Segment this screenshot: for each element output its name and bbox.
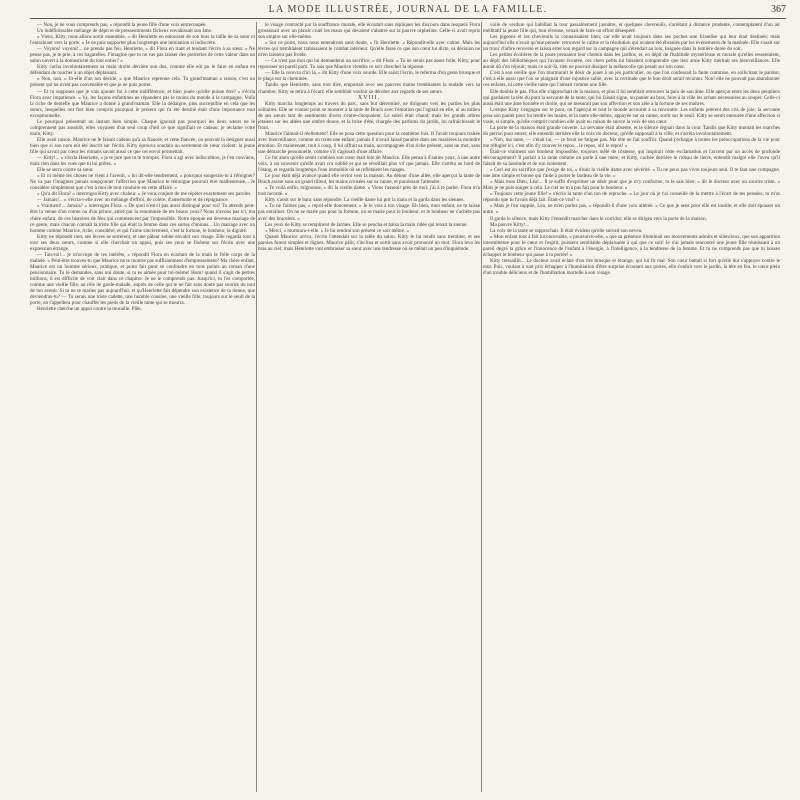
- page-number: 367: [771, 4, 786, 15]
- paragraph: « Et ni même les choses ne vient à l'avenir, » lui dit-elle tendrement, « pourquoi songerais-tu à t'éloigner? Ne va pas t'imaginer jamais soupçonner l'affection que Maurice te témoigne pourrait être malheureuse... Je considère simplement que c'est à moi de tout conduire en cette affaire. »: [30, 173, 255, 192]
- header-rule: [30, 18, 786, 19]
- paragraph: — Kitty!... » s'écria Henriette, « je te jure que tu te trompes. Flora a agi avec indiscrétion, je t'en conviens, mais rien dans les vues que tu lui prêtes. »: [30, 155, 255, 168]
- paragraph: « Ceci est un sacrifice que j'exige de toi, » disait la vieille dame avec sévérité. « Tu ne peux pas vivre toujours seul. Il te faut une compagne, une âme simple et bonne qui t'aide à porter le fardeau de la vie. »: [483, 167, 780, 180]
- paragraph: Quand Maurice arriva, l'écrin l'attendait sur la table du salon. Kitty le lui tendit sans trembler, et ses paroles furent simples et dignes. Maurice pâlit, s'inclina et sortit sans avoir prononcé un mot. Flora leva les bras au ciel; mais Henriette vint embrasser sa sœur avec une tendresse où se mêlait un peu d'inquiétude.: [258, 233, 480, 252]
- paragraph: Kitty tressaillit... Le docteur avait éclaté d'un rire brusque et étrange, qui lui fit mal. Son cœur battait si fort qu'elle dut s'appuyer contre le mur. Puis, voulant à tout prix échapper à l'humiliation d'être surprise écoutant aux portes, elle s'enfuit vers le jardin, la tête en feu, le cœur plein d'un trouble délicieux et de l'humiliation mortelle à son visage.: [483, 257, 780, 276]
- paragraph: Kitty ne répondit rien; ses lèvres se serrèrent, et une pâleur subite envahit son visage. Elle regarda tour à tour ses deux sœurs, comme si elle cherchait un appui, puis ses yeux se fixèrent sur l'écrin avec une expression étrange.: [30, 233, 255, 252]
- paragraph: — Et tu supposes que je vais ajouter foi à cette indifférence, et bien jouée qu'elle puisse être? » s'écria Flora avec impatience. « Va, les façons enfantines ne répandent pas le moins du monde à la campagne. Voilà la riche de dentelle que Maurice a donné à grand'maman. Elle la dédaigne, plus succeptible en cela que les sœurs, lesquelles ont fort bien compris pourquoi le présent qui t'a été destiné était d'une importance tout exceptionnelle.: [30, 88, 255, 119]
- paragraph: Maurice l'aimait-il réellement? Elle se posa cette question pour la centième fois. Il l'avait toujours traitée avec bienveillance, comme on traite une enfant; jamais il n'avait laissé paraître dans ses manières la moindre émotion. Et maintenant, tout à coup, il lui offrait sa main, accompagnée d'un riche présent, sans un mot, sans une démarche personnelle, comme s'il s'agissait d'une affaire.: [258, 130, 480, 155]
- journal-title: LA MODE ILLUSTRÉE, JOURNAL DE LA FAMILLE.: [268, 4, 548, 15]
- paragraph: — Elle la recevra d'ici là, » dit Kitty d'une voix sourde. Elle saisit l'écrin, le referma d'un geste brusque et le plaça sur la cheminée.: [258, 70, 480, 83]
- paragraph: Henriette cherche un appui contre la muraille. Pâle,: [37, 306, 142, 313]
- text-column-2: [258, 22, 480, 792]
- paragraph: Il garda le silence, mais Kitty l'entendit marcher dans le corridor; elle se dirigea vers la porte de la maison.: [490, 215, 707, 222]
- paragraph: « Te voilà enfin, mignonne, » dit la vieille dame. « Viens t'asseoir près de moi; j'ai à te parler. Flora m'a tout raconté. »: [258, 185, 480, 198]
- paragraph: voile de verdure qui habillait la tour passablement jaunâtre, et quelques chevreuils, s'arrêtant à distance prudente, contemplaient d'un air méditatif la jeune fille qui, tout rêveuse, venait de faire un effort désespéré.: [483, 22, 780, 35]
- paragraph: — Ce n'est pas moi qui lui demanderai un sacrifice, » dit Flora. « Tu ne serais pas assez folle, Kitty, pour repousser un pareil parti. Tu sais que Maurice viendra ce soir chercher la réponse.: [258, 58, 480, 71]
- paragraph: « Non, non, » fit-elle d'un ton décidé, « que Maurice reprenne cela. Tu grand'maman a raison, c'est un présent qui ne m'est pas convenable et que je ne puis porter.: [30, 76, 255, 89]
- paragraph: C'est à son oreille que l'on murmurait le désir de jouer à un jeu particulier, ou que l'on confessait la faute commise, en sollicitant le pardon; c'est à elle aussi que l'on se plaignait d'une injustice subie, avec la certitude que le bon droit serait reconnu. Non! elle ne pouvait pas abandonner ces enfants, ni cette vieille tante qui l'aimait comme une fille.: [483, 70, 780, 89]
- chapter-heading: XVIII.: [357, 94, 381, 101]
- paragraph: — Jamais!... » s'écria-t-elle avec un mélange d'effroi, de colère, d'amertume et de répugnance.: [37, 197, 229, 204]
- paragraph: Ce fut alors qu'elle sentit combien son cœur était loin de Maurice. Elle pensa à d'autres yeux, à une autre voix, à un souvenir qu'elle avait cru oublié et qui se réveillait plus vif que jamais. Elle s'arrêta au bord de l'étang, et regarda longtemps l'eau immobile où se reflétaient les nuages.: [258, 155, 480, 174]
- paragraph: — Voyons! voyons!... ne prends pas feu, Henriette, » dit Flora en riant et tendant l'écrin à sa sœur. « Ne pense pas, je te prie, à ces bagatelles. J'imagine que tu ne vas pas laisser des pierreries de cette valeur dans un salon ouvert à la domesticité du tout entier? »: [30, 46, 255, 65]
- paragraph: La porte de la maison était grande ouverte. La servante était absente, et le silence régnait dans la cour. Tandis que Kitty montait les marches du perron pour entrer, elle entendit derrière elle la voix du docteur, qu'elle supposait à la ville, et s'arrêta involontairement.: [483, 124, 780, 137]
- paragraph: « Sur ce point, nous nous entendrons sans doute, » fit Henriette. « Répondit-elle avec calme. Mais les lèvres qui tremblaient trahissaient le combat intérieur. Qu'elle fasse ce que son cœur lui dicte, sa décision ne m'en laissera pas froide.: [258, 40, 480, 59]
- paragraph: « Toujours cette jeune fille! » s'écria la tante d'un ton de reproche. « Le jour où je t'ai conseillé de la mettre à l'écart de tes pensées, tu m'as répondu que tu l'avais déjà fait. Était-ce vrai? »: [483, 191, 780, 204]
- paragraph: « Vraiment!... Jamais? » interrogea Flora. « De quoi n'est-il pas aussi distingué pour toi? Tu attends peut-être la venue d'un comte ou d'un prince, attiré par la renommée de tes beaux yeux? Nous n'avons pas ici, ma chère enfant, de ces histoires de fées qui commencent par l'impossible. Notre époque est devenue mariage de ce genre, mais chacun connaît la triste fille qui était la femme dans ces sortes d'unions... Un mariage avec un homme comme Maurice, riche, considéré, et qui t'aime sincèrement, c'est la fortune, le bonheur, la dignité.: [30, 203, 255, 234]
- page-header: [30, 4, 786, 16]
- paragraph: Les yeux de Kitty se remplirent de larmes. Elle se pencha et baisa la main ridée qui tenait la sienne.: [265, 221, 468, 228]
- paragraph: Le pourquoi présentait un instant bien simple. Chaque ignorait pas pourquoi les deux sœurs ne le comprennent pas aussitôt, elles voyaient d'un seul coup d'œil ce que signifiait ce cadeau: je réclame votre main, Kitty.: [30, 118, 255, 137]
- text-column-1: [30, 22, 255, 792]
- column-divider-2: [481, 22, 482, 792]
- paragraph: Kitty cacha involontairement sa main droite derrière son dos, comme elle eût pu le faire en enfant en défendant de toucher à un objet déplaisant.: [30, 64, 255, 77]
- text-column-3: [483, 22, 780, 792]
- paragraph: Lorsque Kitty s'engagea sur le pont, on l'aperçut et tout le monde accourut à sa rencontre. Les enfants jetèrent des cris de joie; la servante posa son panier pour lui tendre les mains, et la tante elle-même, appuyée sur sa canne, sortit sur le seuil. Kitty se sentit entourée d'une affection si vraie, si simple, qu'elle comprit combien elle avait eu raison de suivre la voix de son cœur.: [483, 106, 780, 125]
- paragraph: le visage contracté par la souffrance morale, elle écoutait sans répliquer les discours dans lesquels Flora grossissait avec un plaisir cruel les maux qui devaient s'abattre sur la pauvre orpheline. Celle-ci avait repris son empire sur elle-même.: [258, 22, 480, 41]
- paragraph: La voix de la tante se rapprochait. Il était évident qu'elle suivait son neveu.: [490, 227, 643, 234]
- paragraph: « Merci, » murmura-t-elle. « Je lui rendrai son présent ce soir même. »: [265, 227, 409, 234]
- paragraph: « Mais mon Dieu, Léa!... Il te suffit d'exprimer un désir pour que je m'y conforme, tu le sais bien; » dit le docteur avec un sourire triste. « Mais je ne puis songer à cela. Le ciel ne m'a pas fait pour le bonheur. »: [483, 179, 780, 192]
- paragraph: — Non, je ne vous comprends pas, » répondit la jeune fille d'une voix entrecoupée.: [37, 22, 207, 28]
- paragraph: Elle se serra contre sa sœur.: [37, 167, 94, 174]
- paragraph: Les pigeons et les chevreuils la connaissaient bien; car elle avait toujours dans ses poches une friandise qui leur était destinée; mais aujourd'hui elle n'avait qu'une pensée: retrouver le calme et la résolution qui avaient été ébranlés par les événements de la matinée. Elle s'assit sur un tronc d'arbre renversé et laissa errer son regard sur la campagne qui s'étendait au loin, baignée dans la lumière dorée du soir.: [483, 34, 780, 53]
- paragraph: Kitty marcha longtemps au travers du parc, sans but déterminé, ne dirigeant vers les parties les plus solitaires. Elle ne voulait point se montrer à la tante de Brach avec l'émotion qui l'agitait en elle, ni au milieu de ses sœurs tant de sentiments divers s'entre-choquaient. Le soleil était chaud; mais les grands arbres jetaient sur les allées une ombre douce, et la brise d'été, chargée des parfums du jardin, lui rafraîchissait le front.: [258, 100, 480, 131]
- paragraph: Était-ce vraiment son bonheur impossible, toujours mêlé de tristesse, qui inspirait cette exclamation et l'accent par un accès de profonde découragement? Il parlait à la tante comme on parle à une mère, et Kitty, cachée derrière le rideau de lierre, entendit malgré elle l'aveu qu'il faisait de sa lassitude et de son isolement.: [483, 148, 780, 168]
- paragraph: « Qu'a dit Flora? » interrogea Kitty avec chaleur. « Je vous conjure de me répéter exactement ses paroles.: [37, 191, 252, 198]
- paragraph: « Non, ma tante, — c'était lui, — ce bruit ne fatigue pas. Ma tête ne fait souffrir. Quand j'échappe à toutes les préoccupations de la vie pour me réfugier ici, c'est afin d'y trouver le repos... le repos, oh! le repos! »: [483, 136, 780, 149]
- paragraph: « Mon enfant tout à fait inconcevable, » poursuivit-elle, « que sa présence illuminait ses mouvements adroits et silencieux, que son apparition intermittente pour le cœur et l'esprit, puissent semblable déplaisante à qui que ce soit! Je n'ai jamais rencontré une jeune fille réunissant à un pareil degré la grâce et l'innocence de l'enfant à l'énergie, à l'intelligence, à la tendresse de la femme. Et tu ne comprends pas que tu laisses échapper le bonheur qui passe à ta portée! »: [483, 233, 780, 258]
- paragraph: Le jour était déjà avancé quand elle revint vers la maison. Au détour d'une allée, elle aperçut la tante de Brach assise sous un grand tilleul, les mains croisées sur sa canne, et paraissant l'attendre.: [258, 173, 480, 186]
- paragraph: Les petites écolières de la poste prenaient leur chemin dans les jardins, et, en dépit de l'habitude mystérieuse et morale qu'elles ressentaient, au dépit des bibliothèques qui l'avaient écoutée, ces chers petits lui faisaient comprendre que leur amie Kitty méritait ses bienveillances. Elle aurait dû s'en réjouir; mais ce soir-là, rien ne pouvait dissiper la mélancolie qui pesait sur son cœur.: [483, 52, 780, 71]
- paragraph: Elle avait raison. Maurice ne le faisait cadeau qu'à sa fiancée, et cette fiancée, on pouvait la désigner aussi bien que si son nom eût été inscrit sur l'écrin. Kitty éprouva soudain un serrement de cœur violent: la jeune fille qui savait par cœur les romans savait aussi ce que cet envoi promettait.: [30, 136, 255, 155]
- paragraph: Elle doubla le pas. Plus elle s'approchait de la maison, et plus il lui semblait retrouver la paix de son âme. Elle aperçut entre les deux peupliers qui gardaient la tête du pont la servante de la tante, qui lui faisait signe, un panier au bras, faire à la ville les achats nécessaires au souper. Celle-ci aussi était une âme honnête et droite, qui ne mesurait pas son affection et son zèle à la fortune de ses maîtres.: [483, 88, 780, 107]
- paragraph: « Mais je l'en supplie, Léa, ne m'en parlez pas, » répondit-il d'une voix altérée. « Ce que je sens pour elle est inutile; et elle doit épouser un autre. »: [483, 203, 780, 216]
- paragraph: Ma pauvre Kitty!...: [490, 221, 530, 228]
- paragraph: — Tais-toi!... je m'occupe de tes intérêts, » répondit Flora en écartant de la main le frêle corps de la malade. « Peut-être trouves-tu que Maurice ne te montre pas suffisamment d'empressement? Ma chère enfant, Maurice est un homme sérieux, pratique, et point fait pour se confondre en tous points au roman d'une pensionnaire. Tu le demandes, sans nul doute, si tu es aimée pour toi-même! Hum! quand il s'agit de petites millions, il est difficile de voir clair dans ce chapitre. Je ne le comprends pas. Jusqu'ici, tu t'es comportée, comme une vieille fille, au rôle de garde-malade, auprès de celle qui te ne fait sans doute pas sourire du tout de ton avenir. Si tu ne te maries pas aujourd'hui, et qu'Henriette fait dépendre son existence de ta tienne, que deviendras-tu? — Tu serais une triste cadette, une humble cousine, une vieille fille, toujours sur le seuil de la porte, on t'appellera pour chauffer les pieds de la vieille tante qui se mourra.: [30, 251, 255, 307]
- paragraph: « Viens, Kitty, nous allons sortir ensemble, » dit Henriette en entourant de son bras la taille de sa sœur et l'entraînant vers la porte. « Je ne puis supporter plus longtemps une inmitation si indiscrète.: [30, 34, 255, 47]
- column-divider-1: [256, 22, 257, 792]
- paragraph: Un indéfinissable mélange de dépit et de pressentiments fâcheux envahissait son âme.: [37, 28, 213, 35]
- paragraph: Tandis que Henriette, sans mot dire, emportait avec ses pauvres mains tremblantes la malade vers sa chambre, Kitty se retira à l'écart; elle semblait vouloir se dérober aux regards de ses sœurs.: [258, 82, 480, 95]
- paragraph: Kitty s'assit sur le banc sans répondre. La vieille dame lui prit la main et la garda dans les siennes.: [265, 197, 465, 204]
- paragraph: « Tu ne l'aimes pas, » reprit-elle doucement. « Je le vois à ton visage. Eh bien, mon enfant, ne te laisse pas entraîner. On ne se marie pas pour la fortune, on se marie pour le bonheur, et le bonheur ne s'achète pas avec des bracelets. »: [258, 203, 480, 222]
